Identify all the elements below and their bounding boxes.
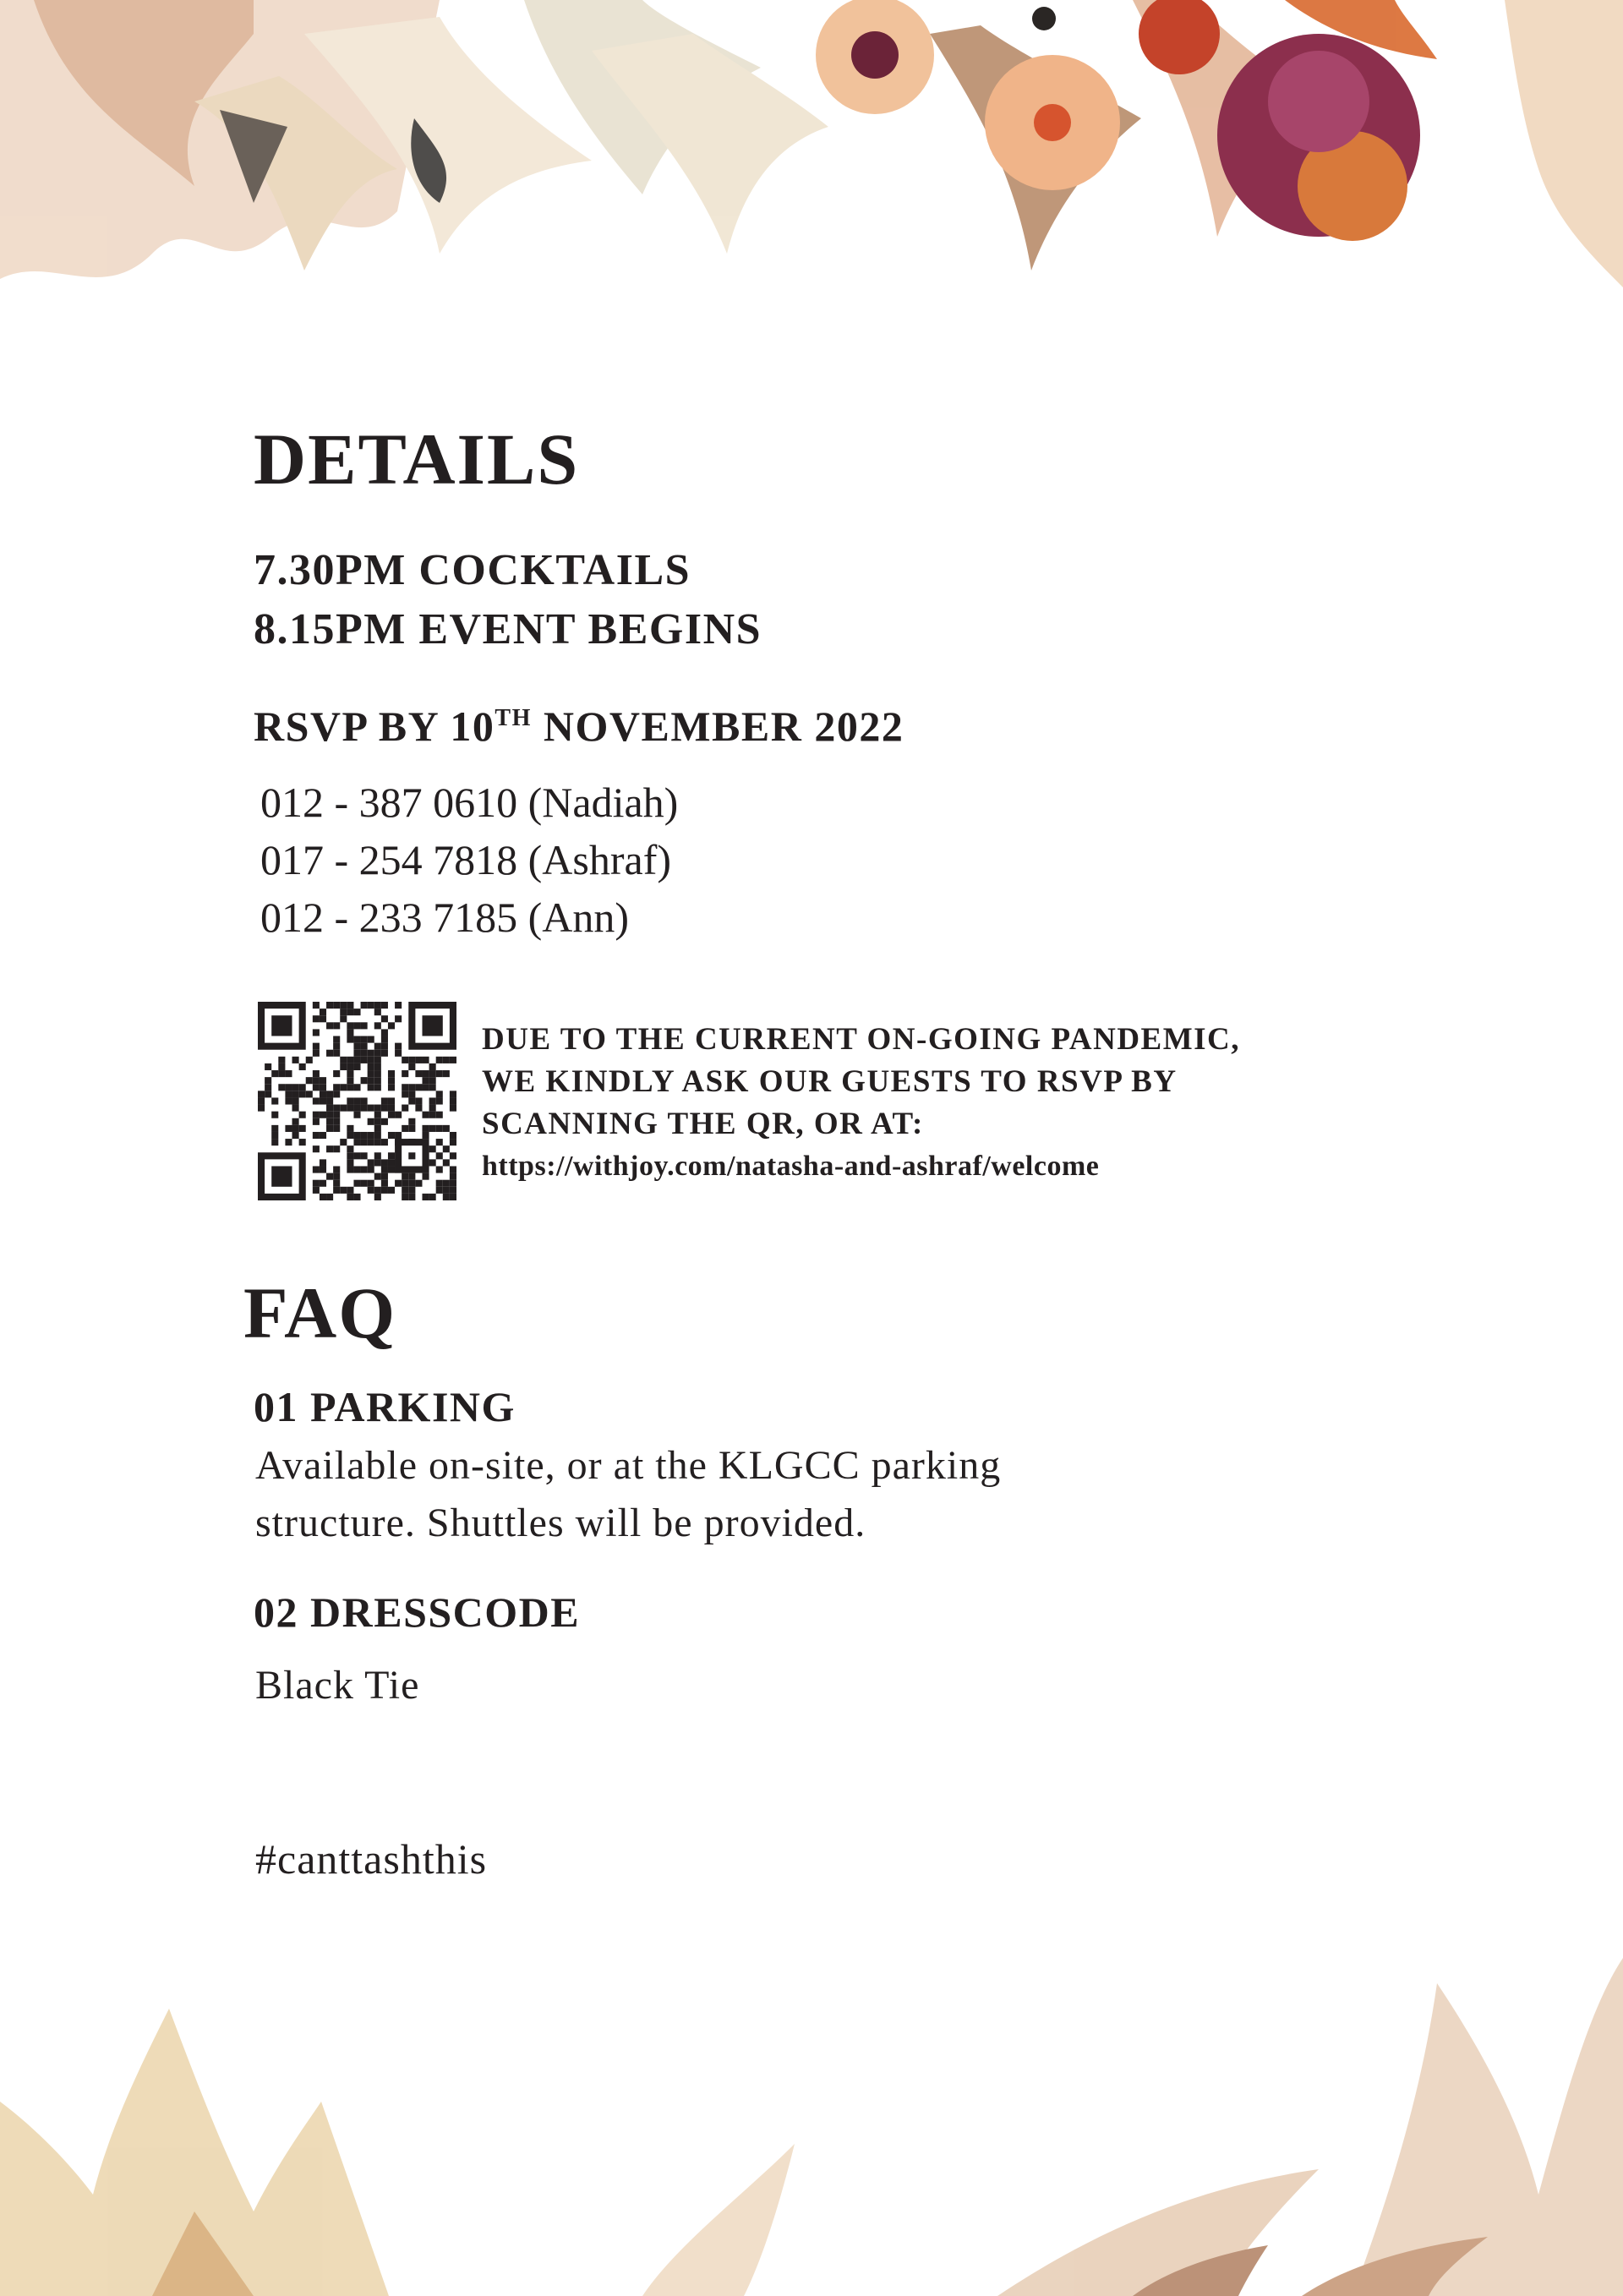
pandemic-notice	[482, 1019, 1327, 1188]
rsvp-suffix-ordinal: TH	[495, 705, 532, 731]
notice-line: WE KINDLY ASK OUR GUESTS TO RSVP BY	[482, 1064, 1178, 1099]
floral-footer-decoration	[0, 1907, 1623, 2296]
event-times	[254, 541, 762, 659]
faq-question-dresscode: 02 DRESSCODE	[254, 1588, 581, 1636]
floral-header-decoration	[0, 0, 1623, 355]
details-heading: DETAILS	[254, 418, 580, 500]
invitation-details	[243, 418, 1352, 1883]
phone-ashraf[interactable]: 017 - 254 7818 (Ashraf)	[260, 836, 672, 883]
rsvp-url-link[interactable]: https://withjoy.com/natasha-and-ashraf/welcome	[482, 1151, 1100, 1182]
rsvp-month-year: NOVEMBER 2022	[531, 702, 904, 750]
event-hashtag: #canttashthis	[255, 1835, 488, 1883]
faq-answer-dresscode	[255, 1657, 419, 1714]
rsvp-deadline	[254, 702, 904, 751]
notice-line: SCANNING THE QR, OR AT:	[482, 1107, 924, 1141]
answer-line: Black Tie	[255, 1663, 420, 1708]
event-begins-time: 8.15PM EVENT BEGINS	[254, 605, 762, 653]
rsvp-qr-code[interactable]	[258, 1002, 456, 1200]
faq-heading: FAQ	[243, 1272, 397, 1353]
rsvp-phone-list	[260, 774, 678, 946]
phone-nadiah[interactable]: 012 - 387 0610 (Nadiah)	[260, 779, 679, 826]
rsvp-prefix: RSVP BY 10	[254, 702, 495, 750]
answer-line: Available on-site, or at the KLGCC parking	[255, 1443, 1002, 1488]
phone-ann[interactable]: 012 - 233 7185 (Ann)	[260, 894, 630, 941]
cocktails-time: 7.30PM COCKTAILS	[254, 546, 691, 594]
faq-question-parking: 01 PARKING	[254, 1383, 516, 1430]
answer-line: structure. Shuttles will be provided.	[255, 1501, 866, 1545]
qr-code-icon	[258, 1002, 456, 1200]
faq-answer-parking	[255, 1437, 1001, 1552]
notice-line: DUE TO THE CURRENT ON-GOING PANDEMIC,	[482, 1022, 1241, 1057]
